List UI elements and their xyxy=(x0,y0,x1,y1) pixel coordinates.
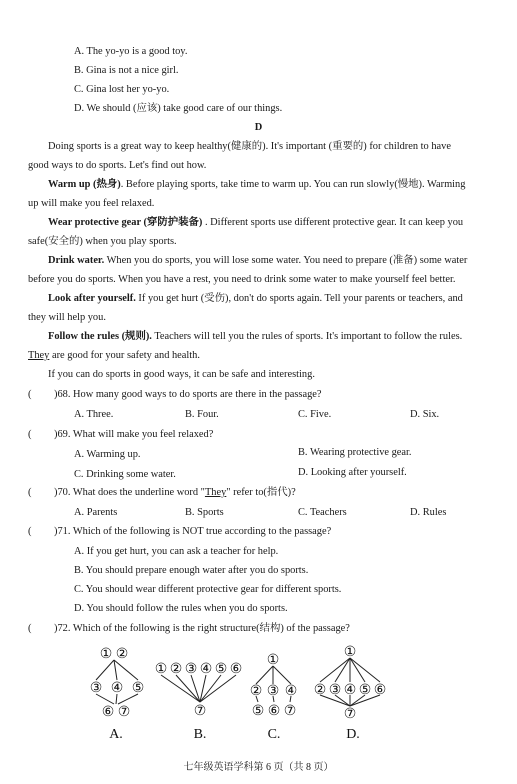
diagram-a-node-7: ⑦ xyxy=(117,705,131,720)
diagram-b-node-6: ⑥ xyxy=(229,662,243,677)
passage-intro-line1: Doing sports is a great way to keep healthy(健康的). It's important (重要的) for children to have xyxy=(48,141,451,152)
diagram-label-c[interactable]: C. xyxy=(267,727,281,742)
diagram-a-node-5: ⑤ xyxy=(131,681,145,696)
underlined-word-they: They xyxy=(28,350,50,361)
passage-para5-line2: They are good for your safety and health. xyxy=(28,350,200,361)
diagram-label-a[interactable]: A. xyxy=(109,727,123,742)
diagram-b-node-7: ⑦ xyxy=(193,704,207,719)
diagram-d-edge xyxy=(320,658,350,682)
prev-option-b: B. Gina is not a nice girl. xyxy=(74,65,179,76)
diagram-b-node-3: ③ xyxy=(184,662,198,677)
diagram-c-node-1: ① xyxy=(266,653,280,668)
para1-heading: Warm up (热身) xyxy=(48,179,121,190)
q70-option-d[interactable]: D. Rules xyxy=(410,507,447,518)
q71-option-b[interactable]: B. You should prepare enough water after you do sports. xyxy=(74,565,309,576)
section-heading: D xyxy=(254,122,263,133)
diagram-b-node-1: ① xyxy=(154,662,168,677)
q71-option-c[interactable]: C. You should wear different protective gear for different sports. xyxy=(74,584,342,595)
diagram-d-node-6: ⑥ xyxy=(373,683,387,698)
q68-option-d[interactable]: D. Six. xyxy=(410,409,440,420)
passage-para3-line1: Drink water. When you do sports, you will lose some water. You need to prepare (准备) some water xyxy=(48,255,468,266)
diagram-b-node-5: ⑤ xyxy=(214,662,228,677)
structure-diagrams xyxy=(0,640,517,750)
diagram-c-node-6: ⑥ xyxy=(267,704,281,719)
q68-answer-paren[interactable]: ( xyxy=(28,389,32,400)
prev-option-c: C. Gina lost her yo-yo. xyxy=(74,84,170,95)
q70-stem: )70. What does the underline word "They" refer to(指代)? xyxy=(54,487,296,498)
q71-stem: )71. Which of the following is NOT true according to the passage? xyxy=(54,526,332,537)
q72-stem: )72. Which of the following is the right structure(结构) of the passage? xyxy=(54,623,350,634)
diagram-a-node-6: ⑥ xyxy=(101,705,115,720)
diagram-label-b[interactable]: B. xyxy=(193,727,207,742)
diagram-b-node-2: ② xyxy=(169,662,183,677)
diagram-c-node-2: ② xyxy=(249,684,263,699)
q70-answer-paren[interactable]: ( xyxy=(28,487,32,498)
diagram-d-edge xyxy=(350,658,380,682)
prev-option-d: D. We should (应该) take good care of our things. xyxy=(74,103,283,114)
para4-heading: Look after yourself. xyxy=(48,293,136,304)
diagram-d-node-4: ④ xyxy=(343,683,357,698)
page-footer: 七年级英语学科第 6 页（共 8 页） xyxy=(183,762,334,773)
diagram-d-edge xyxy=(335,658,350,682)
passage-para4-line2: they will help you. xyxy=(28,312,106,323)
diagram-d-node-5: ⑤ xyxy=(358,683,372,698)
passage-closing: If you can do sports in good ways, it can be safe and interesting. xyxy=(48,369,315,380)
diagram-b-edge xyxy=(191,675,200,702)
diagram-c-node-3: ③ xyxy=(266,684,280,699)
diagram-a-node-2: ② xyxy=(115,647,129,662)
para2-heading: Wear protective gear (穿防护装备) xyxy=(48,217,203,228)
para5-heading: Follow the rules (规则). xyxy=(48,331,152,342)
q69-option-c[interactable]: C. Drinking some water. xyxy=(74,469,176,480)
diagram-b-node-4: ④ xyxy=(199,662,213,677)
q69-option-d[interactable]: D. Looking after yourself. xyxy=(298,467,407,478)
diagram-c-node-5: ⑤ xyxy=(251,704,265,719)
q70-option-c[interactable]: C. Teachers xyxy=(298,507,347,518)
diagram-d-node-3: ③ xyxy=(328,683,342,698)
q68-option-a[interactable]: A. Three. xyxy=(74,409,114,420)
passage-para3-line2: before you do sports. When you have a rest, you need to drink some water to make yourself feel better. xyxy=(28,274,456,285)
diagram-d-node-7: ⑦ xyxy=(343,707,357,722)
q70-option-b[interactable]: B. Sports xyxy=(185,507,224,518)
prev-option-a: A. The yo-yo is a good toy. xyxy=(74,46,188,57)
diagram-b-edge xyxy=(161,675,200,702)
passage-intro-line2: good ways to do sports. Let's find out how. xyxy=(28,160,207,171)
q71-option-d[interactable]: D. You should follow the rules when you do sports. xyxy=(74,603,288,614)
diagram-d-node-2: ② xyxy=(313,683,327,698)
diagram-d-edge xyxy=(350,658,365,682)
q69-answer-paren[interactable]: ( xyxy=(28,429,32,440)
diagram-a-node-3: ③ xyxy=(89,681,103,696)
passage-para1-line1: Warm up (热身). Before playing sports, take time to warm up. You can run slowly(慢地). Warming xyxy=(48,179,466,190)
passage-para2-line2: safe(安全的) when you play sports. xyxy=(28,236,177,247)
passage-para2-line1: Wear protective gear (穿防护装备) . Different sports use different protective gear. It can keep you xyxy=(48,217,464,228)
passage-para5-line1: Follow the rules (规则). Teachers will tell you the rules of sports. It's important to follow the rules. xyxy=(48,331,463,342)
q71-answer-paren[interactable]: ( xyxy=(28,526,32,537)
q71-option-a[interactable]: A. If you get hurt, you can ask a teacher for help. xyxy=(74,546,279,557)
q69-stem: )69. What will make you feel relaxed? xyxy=(54,429,214,440)
q68-option-b[interactable]: B. Four. xyxy=(185,409,219,420)
diagram-a-edge xyxy=(114,660,117,680)
diagram-a-edge xyxy=(96,660,114,680)
q68-option-c[interactable]: C. Five. xyxy=(298,409,332,420)
q70-underlined-word: They xyxy=(204,487,227,498)
diagram-a-edge xyxy=(114,660,138,680)
diagram-a-node-4: ④ xyxy=(110,681,124,696)
diagram-c-node-4: ④ xyxy=(284,684,298,699)
diagram-label-d[interactable]: D. xyxy=(346,727,360,742)
q69-option-a[interactable]: A. Warming up. xyxy=(74,449,141,460)
passage-para1-line2: up will make you feel relaxed. xyxy=(28,198,155,209)
diagram-a-node-1: ① xyxy=(99,647,113,662)
passage-para4-line1: Look after yourself. If you get hurt (受伤), don't do sports again. Tell your parents or teachers, and xyxy=(48,293,463,304)
para3-heading: Drink water. xyxy=(48,255,105,266)
diagram-c-node-7: ⑦ xyxy=(283,704,297,719)
diagram-c-edge xyxy=(273,666,291,684)
q70-option-a[interactable]: A. Parents xyxy=(74,507,118,518)
q68-stem: )68. How many good ways to do sports are there in the passage? xyxy=(54,389,322,400)
diagram-d-node-1: ① xyxy=(343,645,357,660)
diagram-c-edge xyxy=(256,666,273,684)
q69-option-b[interactable]: B. Wearing protective gear. xyxy=(298,447,412,458)
diagram-b-edge xyxy=(176,675,200,702)
q72-answer-paren[interactable]: ( xyxy=(28,623,32,634)
